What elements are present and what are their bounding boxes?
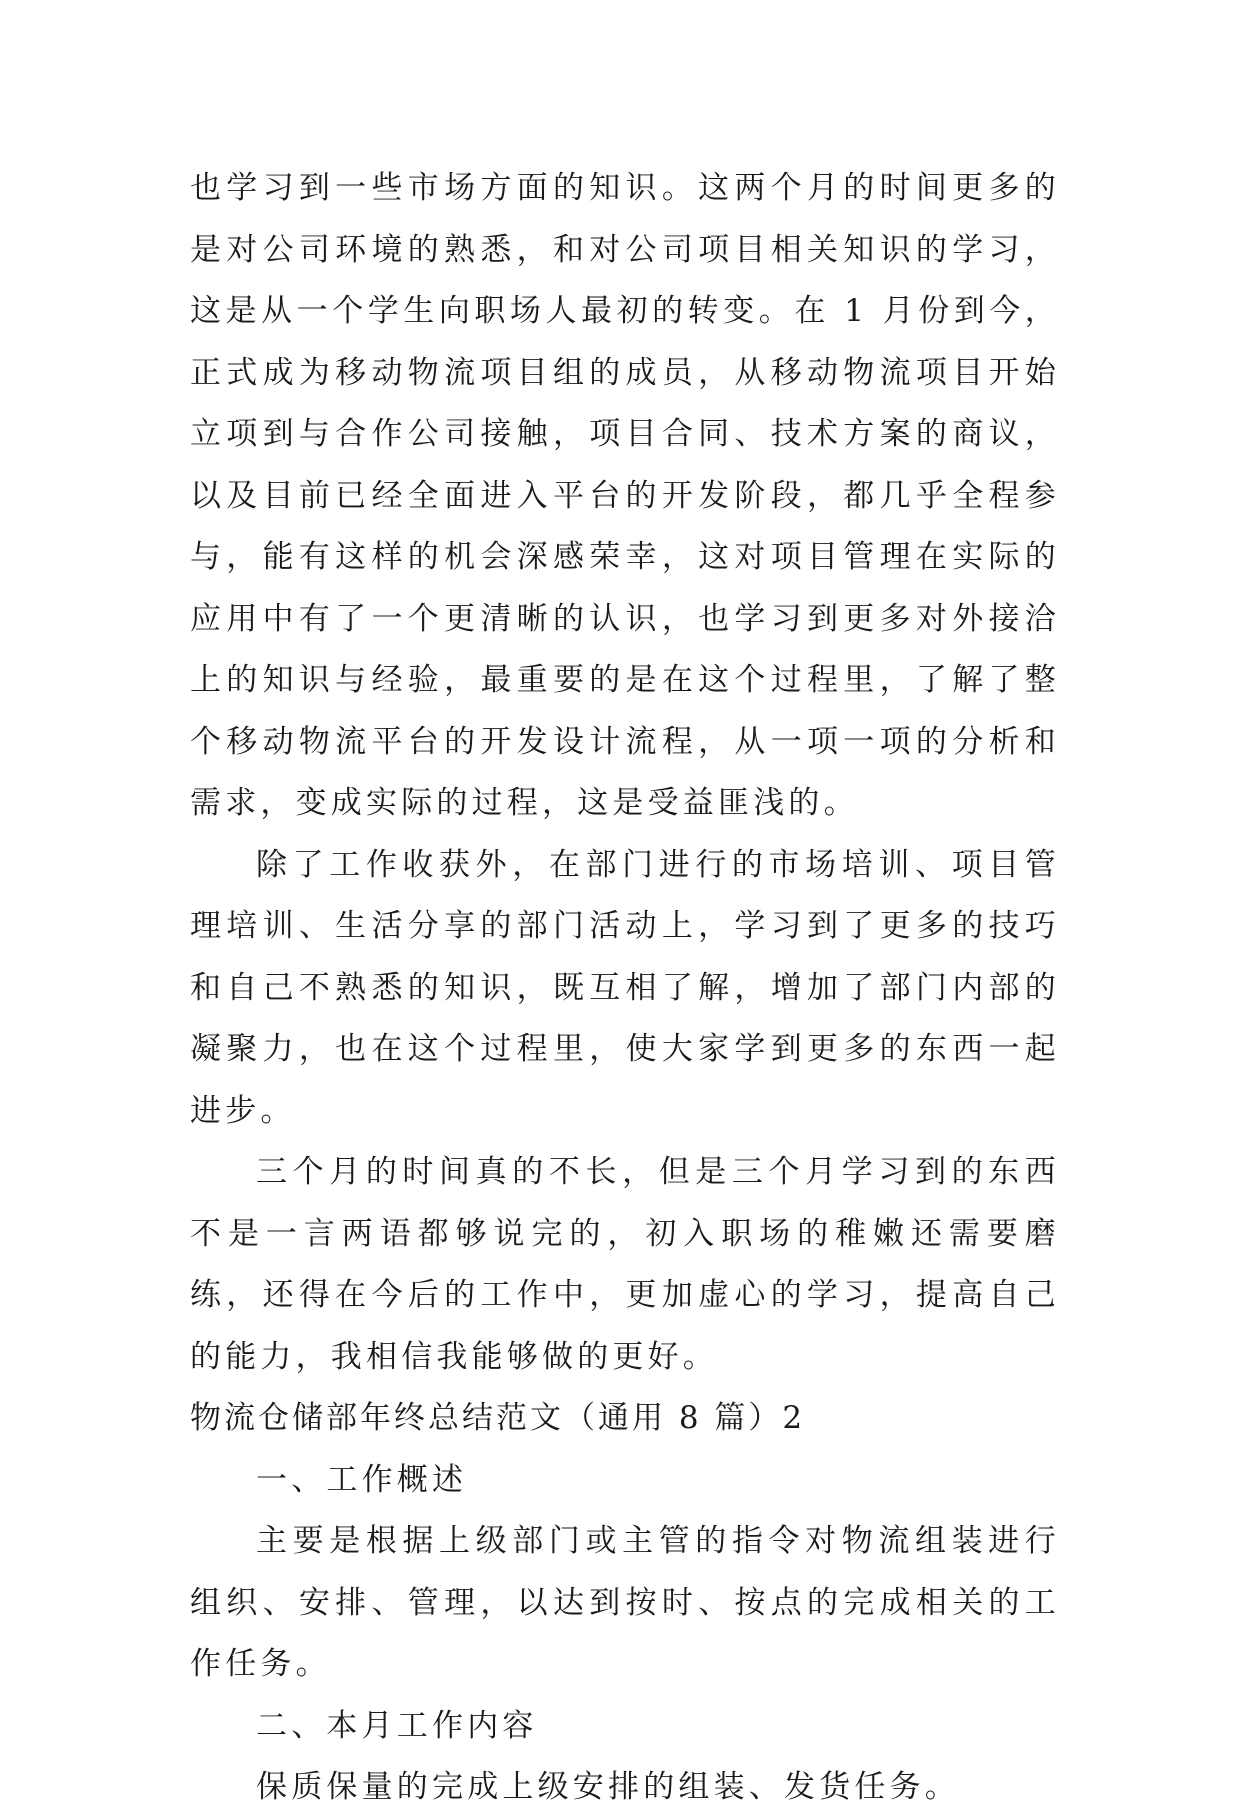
heading-monthly-work: 二、本月工作内容 <box>256 1707 538 1744</box>
paragraph-three-months: 三个月的时间真的不长，但是三个月学习到的东西不是一言两语都够说完的，初入职场的稚嫩还需要磨练，还得在今后的工作中，更加虚心的学习，提高自己的能力，我相信我能够做的更好。 <box>190 1154 1060 1375</box>
heading-work-overview: 一、工作概述 <box>256 1461 468 1498</box>
paragraph-department-activities: 除了工作收获外，在部门进行的市场培训、项目管理培训、生活分享的部门活动上，学习到了更多的技巧和自己不熟悉的知识，既互相了解，增加了部门内部的凝聚力，也在这个过程里，使大家学到更多的东西一起进步。 <box>190 846 1060 1129</box>
section-title: 物流仓储部年终总结范文（通用 8 篇）2 <box>190 1400 806 1436</box>
paragraph-monthly-work: 保质保量的完成上级安排的组装、发货任务。 <box>256 1769 960 1805</box>
paragraph-work-overview: 主要是根据上级部门或主管的指令对物流组装进行组织、安排、管理，以达到按时、按点的完成相关的工作任务。 <box>190 1523 1060 1682</box>
document-body <box>190 158 1060 1819</box>
paragraph-learning-experience: 也学习到一些市场方面的知识。这两个月的时间更多的是对公司环境的熟悉，和对公司项目相关知识的学习，这是从一个学生向职场人最初的转变。在 1 月份到今，正式成为移动物流项目组的成员，从移动物流项目开始立项到与合作公司接触，项目合同、技术方案的商议，以及目前已经全面进入平台的开发阶段，都几乎全程参与，能有这样的机会深感荣幸，这对项目管理在实际的应用中有了一个更清晰的认识，也学习到更多对外接洽上的知识与经验，最重要的是在这个过程里，了解了整个移动物流平台的开发设计流程，从一项一项的分析和需求，变成实际的过程，这是受益匪浅的。 <box>190 170 1060 821</box>
